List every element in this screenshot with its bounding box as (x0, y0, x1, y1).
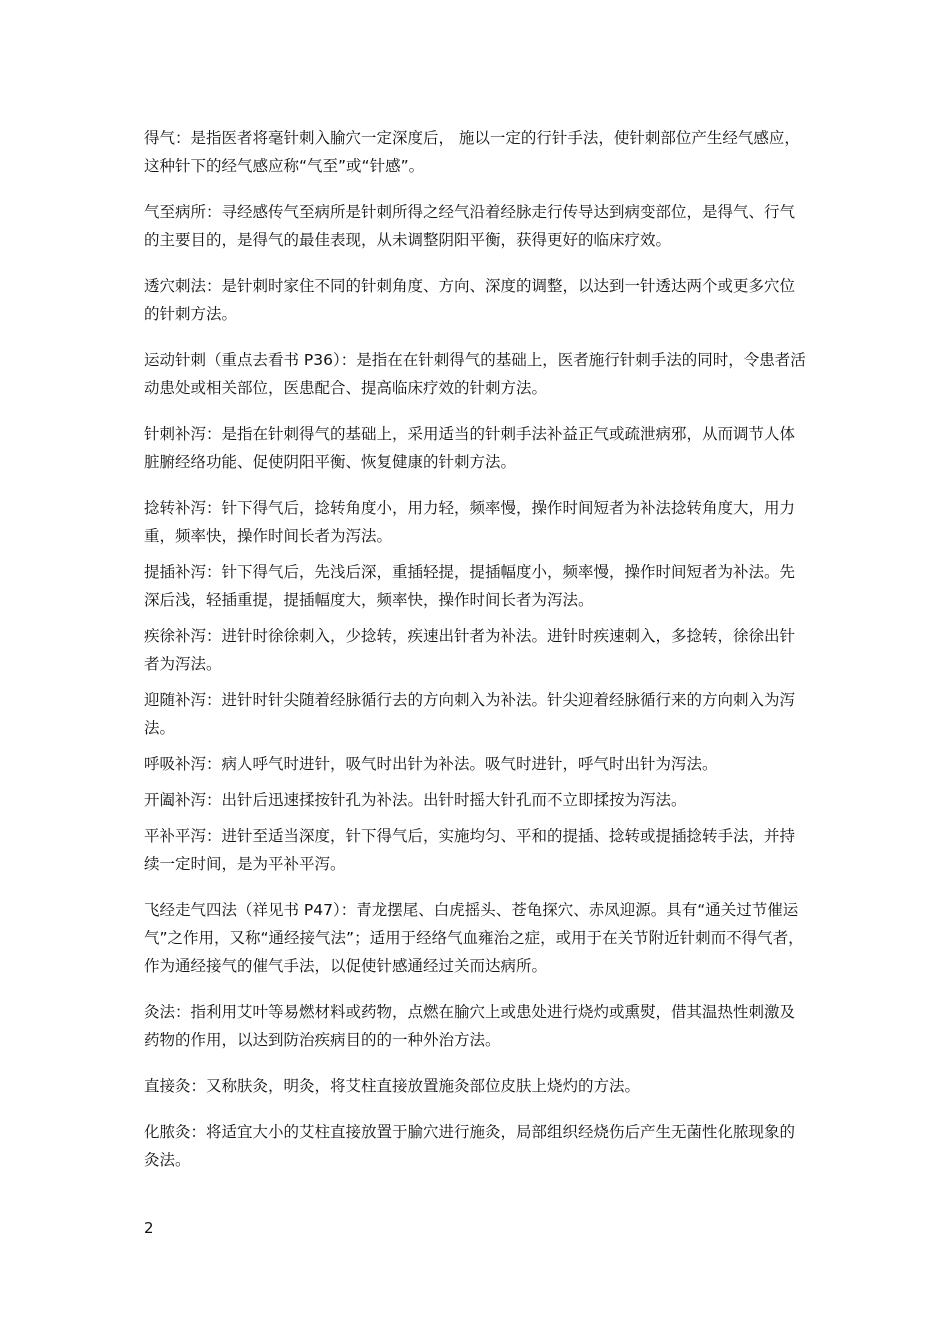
paragraph-zhijie-jiu: 直接灸：又称肤灸，明灸，将艾柱直接放置施灸部位皮肤上烧灼的方法。 (144, 1077, 641, 1095)
page-number: 2 (144, 1219, 154, 1237)
paragraph-yingsui-buxie: 迎随补泻：进针时针尖随着经脉循行去的方向刺入为补法。针尖迎着经脉循行来的方向刺入为泻法。 (144, 691, 796, 737)
paragraph-jiufa: 灸法：指利用艾叶等易燃材料或药物，点燃在腧穴上或患处进行烧灼或熏熨，借其温热性刺激及药物的作用，以达到防治疾病目的的一种外治方法。 (144, 1003, 796, 1049)
paragraph-deqi: 得气：是指医者将毫针刺入腧穴一定深度后， 施以一定的行针手法，使针刺部位产生经气感应，这种针下的经气感应称“气至”或“针感”。 (144, 129, 800, 175)
paragraph-jixu-buxie: 疾徐补泻：进针时徐徐刺入，少捻转，疾速出针者为补法。进针时疾速刺入，多捻转，徐徐出针者为泻法。 (144, 627, 796, 673)
paragraph-qizhi-bingsuo: 气至病所：寻经感传气至病所是针刺所得之经气沿着经脉走行传导达到病变部位，是得气、行气的主要目的，是得气的最佳表现，从未调整阴阳平衡，获得更好的临床疗效。 (144, 203, 796, 249)
paragraph-kaihe-buxie: 开阖补泻：出针后迅速揉按针孔为补法。出针时摇大针孔而不立即揉按为泻法。 (144, 791, 687, 809)
paragraph-yundong-zhenci: 运动针刺（重点去看书 P36）：是指在在针刺得气的基础上，医者施行针刺手法的同时，令患者活动患处或相关部位，医患配合、提高临床疗效的针刺方法。 (144, 351, 806, 397)
paragraph-zhenci-buxie: 针刺补泻：是指在针刺得气的基础上，采用适当的针刺手法补益正气或疏泄病邪，从而调节人体脏腑经络功能、促使阴阳平衡、恢复健康的针刺方法。 (144, 425, 796, 471)
paragraph-tichа-buxie: 提插补泻：针下得气后，先浅后深，重插轻提，提插幅度小，频率慢，操作时间短者为补法。先深后浅，轻插重提，提插幅度大，频率快，操作时间长者为泻法。 (144, 563, 796, 609)
paragraph-nianzhuan-buxie: 捻转补泻：针下得气后，捻转角度小，用力轻，频率慢，操作时间短者为补法捻转角度大，用力重，频率快，操作时间长者为泻法。 (144, 499, 796, 545)
paragraph-huxi-buxie: 呼吸补泻：病人呼气时进针，吸气时出针为补法。吸气时进针，呼气时出针为泻法。 (144, 755, 718, 773)
paragraph-touxue-cifa: 透穴刺法：是针刺时家住不同的针刺角度、方向、深度的调整，以达到一针透达两个或更多穴位的针刺方法。 (144, 277, 796, 323)
paragraph-feijing-zouqi: 飞经走气四法（祥见书 P47）：青龙摆尾、白虎摇头、苍龟探穴、赤凤迎源。具有“通关过节催运气”之作用，又称“通经接气法”；适用于经络气血雍治之症，或用于在关节附近针刺而不得气者，作为通经接气的催气手法，以促使针感通经过关而达病所。 (144, 901, 804, 975)
document-body (144, 124, 808, 1174)
paragraph-pingbu-pingxie: 平补平泻：进针至适当深度，针下得气后，实施均匀、平和的提插、捻转或提插捻转手法，并持续一定时间，是为平补平泻。 (144, 827, 796, 873)
paragraph-huanong-jiu: 化脓灸：将适宜大小的艾柱直接放置于腧穴进行施灸，局部组织经烧伤后产生无菌性化脓现象的灸法。 (144, 1123, 796, 1169)
